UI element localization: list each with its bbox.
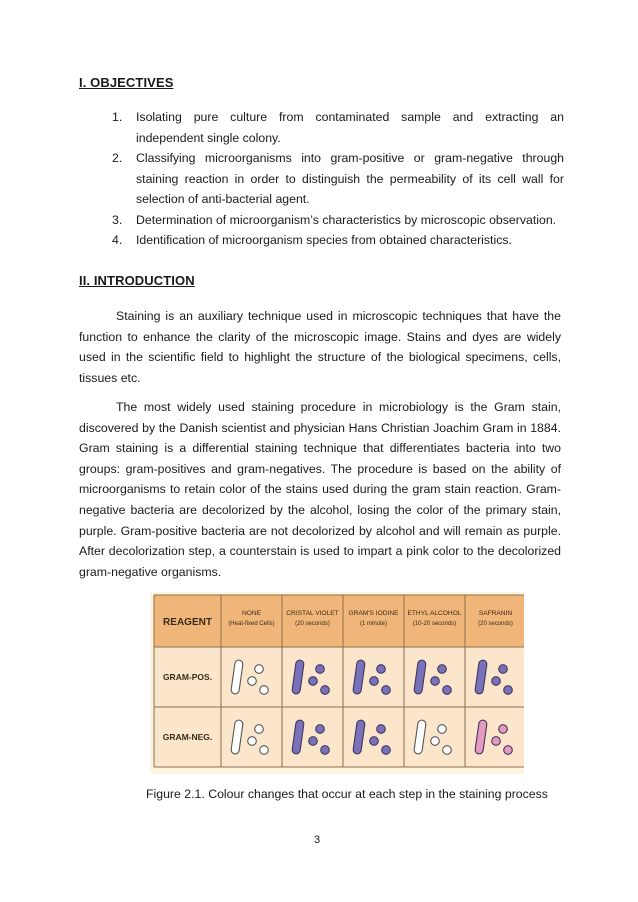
coccus-cell (377, 725, 386, 734)
page-number: 3 (314, 834, 321, 846)
objective-text: Isolating pure culture from contaminated sample and extracting an independent single colony. (136, 110, 564, 145)
coccus-cell (431, 737, 440, 746)
coccus-cell (316, 725, 325, 734)
coccus-cell (321, 746, 330, 755)
objective-item (112, 148, 564, 210)
objective-number: 2. (112, 151, 123, 165)
column-header-name: NONE (241, 610, 262, 617)
objective-item (112, 107, 564, 148)
coccus-cell (443, 686, 452, 695)
coccus-cell (492, 677, 501, 686)
objective-number: 1. (112, 110, 123, 124)
coccus-cell (431, 677, 440, 686)
objective-item (112, 210, 564, 231)
coccus-cell (321, 686, 330, 695)
coccus-cell (438, 665, 447, 674)
introduction-heading: II. INTRODUCTION (79, 273, 195, 288)
row-label: GRAM-NEG. (162, 732, 213, 742)
coccus-cell (260, 746, 269, 755)
gram-stain-table (150, 592, 524, 774)
coccus-cell (504, 686, 513, 695)
coccus-cell (438, 725, 447, 734)
column-header-time: (10-20 seconds) (412, 621, 457, 627)
column-header-name: ETHYL ALCOHOL (407, 610, 462, 617)
coccus-cell (248, 737, 257, 746)
objectives-list (112, 107, 564, 251)
coccus-cell (260, 686, 269, 695)
objective-text: Identification of microorganism species from obtained characteristics. (136, 233, 512, 247)
coccus-cell (504, 746, 513, 755)
column-header-time: (Heat-fixed Cells) (228, 621, 275, 627)
coccus-cell (370, 737, 379, 746)
column-header-time: (20 seconds) (295, 621, 330, 627)
column-header-time: (1 minute) (359, 621, 388, 627)
objective-number: 3. (112, 212, 123, 227)
coccus-cell (382, 686, 391, 695)
objective-number: 4. (112, 233, 123, 247)
coccus-cell (377, 665, 386, 674)
figure-caption: Figure 2.1. Colour changes that occur at each step in the staining process (146, 787, 548, 801)
coccus-cell (499, 665, 508, 674)
intro-paragraph: The most widely used staining procedure in microbiology is the Gram stain, discovered by the Danish scientist and physician Hans Christian Joachim Gram in 1884. Gram staining is a differential staining technique that differentiates bacteria into two groups: gram-positives and gram-negatives. The procedure is based on the ability of microorganisms to retain color of the stains used during the gram stain reaction. Gram-negative bacteria are decolorized by the alcohol, losing the color of the primary stain, purple. Gram-positive bacteria are not decolorized by alcohol and will remain as purple. After decolorization step, a counterstain is used to impart a pink color to the decolorized gram-negative organisms. (79, 400, 561, 579)
coccus-cell (499, 725, 508, 734)
intro-paragraph: Staining is an auxiliary technique used in microscopic techniques that have the function to enhance the clarity of the microscopic image. Stains and dyes are widely used in the scientific field to highlight the structure of the biological specimens, cells, tissues etc. (79, 309, 561, 385)
coccus-cell (248, 677, 257, 686)
coccus-cell (255, 725, 264, 734)
coccus-cell (309, 737, 318, 746)
coccus-cell (316, 665, 325, 674)
coccus-cell (255, 665, 264, 674)
objective-item (112, 230, 564, 251)
objective-text: Determination of microorganism’s characteristics by microscopic observation. (136, 212, 557, 227)
coccus-cell (370, 677, 379, 686)
objective-text: Classifying microorganisms into gram-positive or gram-negative through staining reaction in order to distinguish the permeability of its cell wall for selection of anti-bacterial agent. (136, 151, 564, 206)
column-header-name: SAFRANIN (478, 610, 513, 617)
row-label: GRAM-POS. (162, 672, 213, 682)
coccus-cell (382, 746, 391, 755)
reagent-label: REAGENT (163, 617, 212, 628)
column-header-name: GRAM'S IODINE (348, 610, 399, 617)
coccus-cell (492, 737, 501, 746)
objectives-heading: I. OBJECTIVES (79, 75, 174, 90)
column-header-name: CRISTAL VIOLET (286, 610, 339, 617)
coccus-cell (309, 677, 318, 686)
gram-stain-figure (150, 592, 524, 774)
column-header-time: (20 seconds) (478, 621, 513, 627)
coccus-cell (443, 746, 452, 755)
